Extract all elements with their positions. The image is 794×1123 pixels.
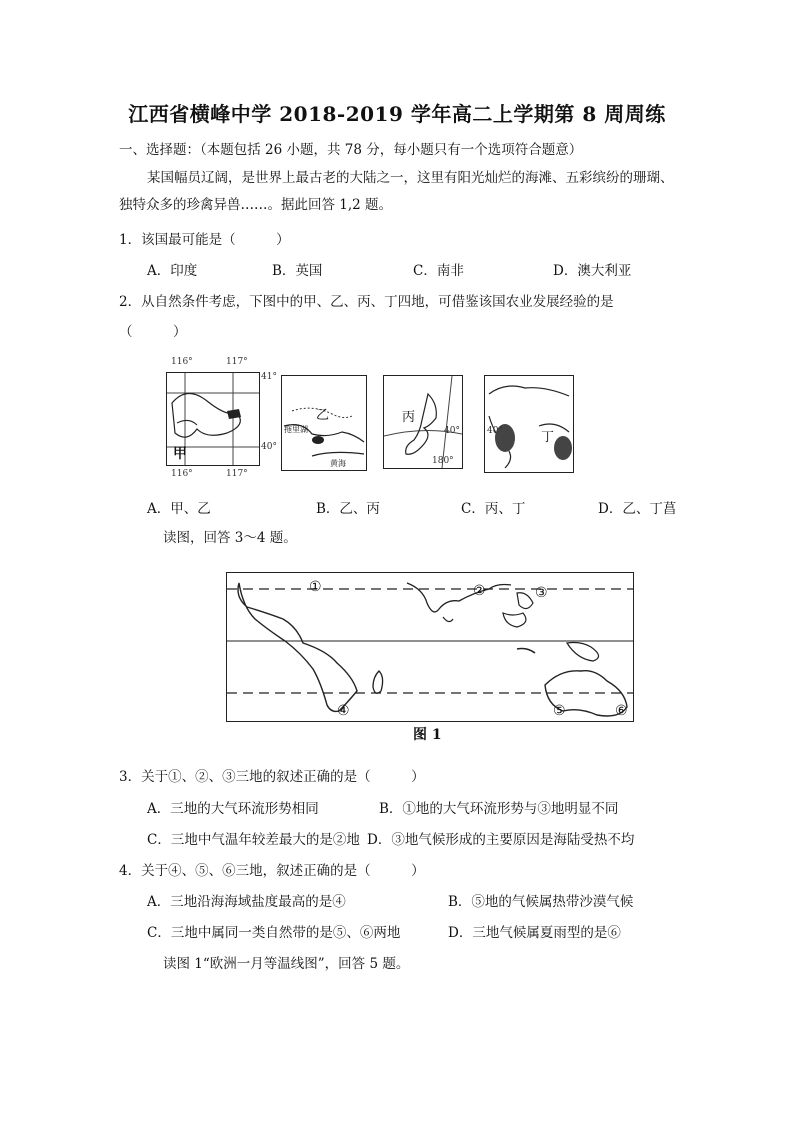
map-bing-lon: 180° — [432, 456, 454, 466]
q4-option-d[interactable]: D．三地气候属夏雨型的是⑥ — [448, 925, 621, 941]
map-ding — [484, 375, 574, 473]
q4-option-c[interactable]: C．三地中属同一类自然带的是⑤、⑥两地 — [147, 925, 401, 941]
q1-option-c[interactable]: C．南非 — [413, 263, 464, 279]
map-jia-lon-top-2: 117° — [226, 357, 248, 367]
q1-option-d[interactable]: D．澳大利亚 — [553, 263, 632, 279]
q3-option-c[interactable]: C．三地中气温年较差最大的是②地 — [147, 832, 360, 848]
q2-option-c[interactable]: C．丙、丁 — [461, 501, 526, 517]
q4-option-a[interactable]: A．三地沿海海域盐度最高的是④ — [147, 894, 346, 910]
q2-stem-line-2: （ ） — [119, 324, 187, 340]
map-jia-label: 甲 — [173, 446, 187, 462]
marker-5: ⑤ — [553, 703, 566, 719]
marker-2: ② — [473, 583, 486, 599]
read-map-instruction-1: 读图，回答 3～4 题。 — [163, 530, 297, 546]
page-title: 江西省横峰中学 2018-2019 学年高二上学期第 8 周周练 — [128, 102, 666, 126]
map-yi-place-1: 拖里湖 — [284, 425, 308, 434]
map-bing-lat: 40° — [444, 426, 460, 436]
q3-option-b[interactable]: B．①地的大气环流形势与③地明显不同 — [379, 801, 619, 817]
map-ding-label: 丁 — [541, 430, 555, 445]
map-jia-lat-2: 40° — [261, 442, 277, 452]
q4-stem: 4．关于④、⑤、⑥三地，叙述正确的是（ ） — [119, 863, 425, 879]
map-yi-place-2: 黄海 — [330, 459, 346, 468]
world-map — [226, 572, 634, 722]
q3-option-a[interactable]: A．三地的大气环流形势相同 — [147, 801, 319, 817]
map-yi-label: 乙 — [316, 408, 330, 423]
figure-caption: 图 1 — [413, 727, 442, 743]
q1-option-a[interactable]: A．印度 — [147, 263, 198, 279]
q1-option-b[interactable]: B．英国 — [272, 263, 323, 279]
map-yi-drawing — [282, 376, 366, 470]
map-bing-label: 丙 — [402, 410, 416, 425]
map-jia-lon-top-1: 116° — [171, 357, 193, 367]
marker-3: ③ — [535, 585, 548, 601]
q1-stem: 1．该国最可能是（ ） — [119, 232, 290, 248]
marker-6: ⑥ — [615, 703, 628, 719]
q4-option-b[interactable]: B．⑤地的气候属热带沙漠气候 — [448, 894, 634, 910]
intro-line-2: 独特众多的珍禽异兽……。据此回答 1,2 题。 — [119, 197, 393, 213]
map-jia-lat-1: 41° — [261, 372, 277, 382]
map-jia-lon-bottom-1: 116° — [171, 469, 193, 479]
map-bing — [383, 375, 463, 469]
marker-4: ④ — [337, 703, 350, 719]
map-yi — [281, 375, 367, 471]
q3-stem: 3．关于①、②、③三地的叙述正确的是（ ） — [119, 769, 425, 785]
map-bing-drawing — [384, 376, 462, 468]
q2-stem-line-1: 2．从自然条件考虑，下图中的甲、乙、丙、丁四地，可借鉴该国农业发展经验的是 — [119, 294, 614, 310]
q3-option-d[interactable]: D．③地气候形成的主要原因是海陆受热不均 — [367, 832, 635, 848]
world-map-drawing — [227, 573, 633, 721]
read-map-instruction-2: 读图 1“欧洲一月等温线图”，回答 5 题。 — [163, 956, 410, 972]
section-heading: 一、选择题：（本题包括 26 小题，共 78 分，每小题只有一个选项符合题意） — [119, 142, 583, 158]
q2-option-a[interactable]: A．甲、乙 — [147, 501, 211, 517]
map-ding-drawing — [485, 376, 573, 472]
map-jia — [166, 372, 260, 466]
marker-1: ① — [309, 579, 322, 595]
q2-option-d[interactable]: D．乙、丁菖 — [598, 501, 677, 517]
q2-option-b[interactable]: B．乙、丙 — [316, 501, 380, 517]
map-jia-lon-bottom-2: 117° — [226, 469, 248, 479]
map-ding-lat: 40° — [487, 426, 503, 436]
intro-line-1: 某国幅员辽阔，是世界上最古老的大陆之一，这里有阳光灿烂的海滩、五彩缤纷的珊瑚、 — [147, 170, 674, 186]
